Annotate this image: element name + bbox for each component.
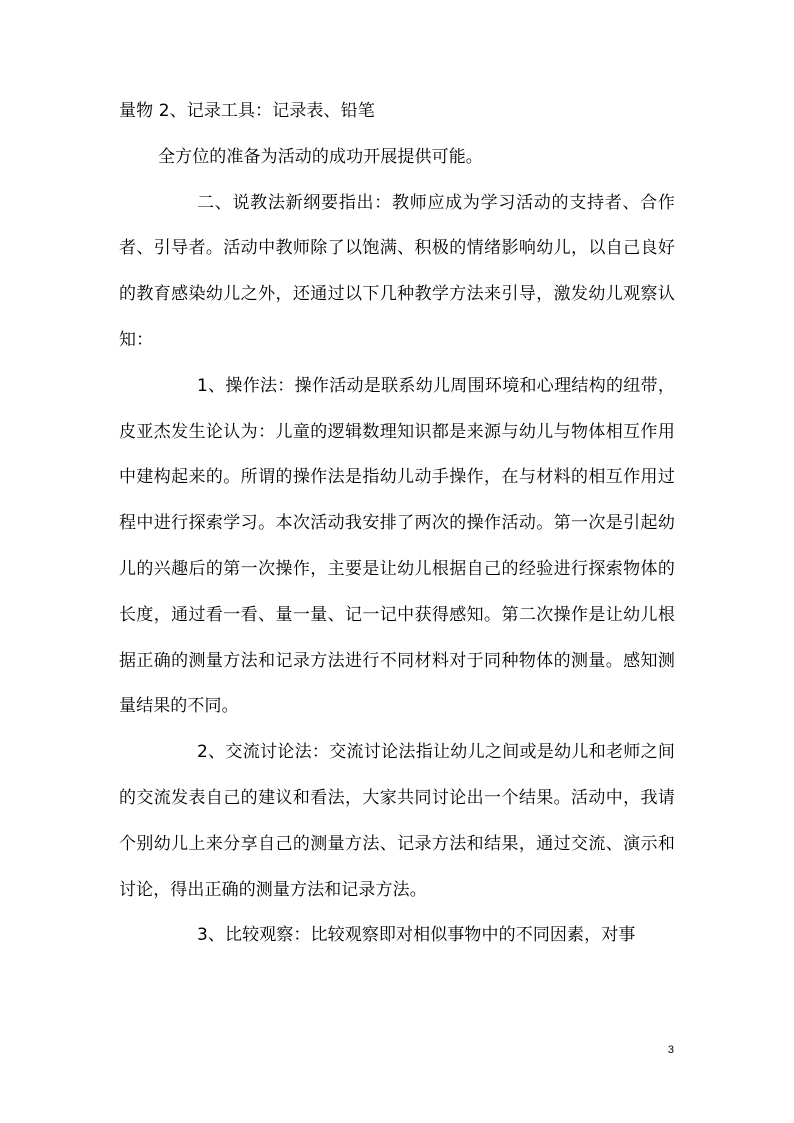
paragraph-teaching-methods-intro: 二、说教法新纲要指出：教师应成为学习活动的支持者、合作者、引导者。活动中教师除了以饱满、积极的情绪影响幼儿，以自己良好的教育感染幼儿之外，还通过以下几种教学方法来引导，激发幼儿观察认知： [119, 192, 675, 350]
paragraph-materials: 量物 2、记录工具：记录表、铅笔 [119, 101, 375, 121]
page-number: 3 [667, 1044, 674, 1056]
document-body [119, 89, 675, 959]
paragraph-discussion-method: 2、交流讨论法：交流讨论法指让幼儿之间或是幼儿和老师之间的交流发表自己的建议和看法，大家共同讨论出一个结果。活动中，我请个别幼儿上来分享自己的测量方法、记录方法和结果，通过交流、演示和讨论，得出正确的测量方法和记录方法。 [119, 742, 675, 900]
paragraph-operation-method: 1、操作法：操作活动是联系幼儿周围环境和心理结构的纽带，皮亚杰发生论认为：儿童的逻辑数理知识都是来源与幼儿与物体相互作用中建构起来的。所谓的操作法是指幼儿动手操作，在与材料的相互作用过程中进行探索学习。本次活动我安排了两次的操作活动。第一次是引起幼儿的兴趣后的第一次操作，主要是让幼儿根据自己的经验进行探索物体的长度，通过看一看、量一量、记一记中获得感知。第二次操作是让幼儿根据正确的测量方法和记录方法进行不同材料对于同种物体的测量。感知测量结果的不同。 [119, 375, 675, 717]
paragraph-comparison-observation: 3、比较观察：比较观察即对相似事物中的不同因素，对事 [197, 925, 636, 946]
paragraph-preparation-summary: 全方位的准备为活动的成功开展提供可能。 [158, 146, 483, 167]
